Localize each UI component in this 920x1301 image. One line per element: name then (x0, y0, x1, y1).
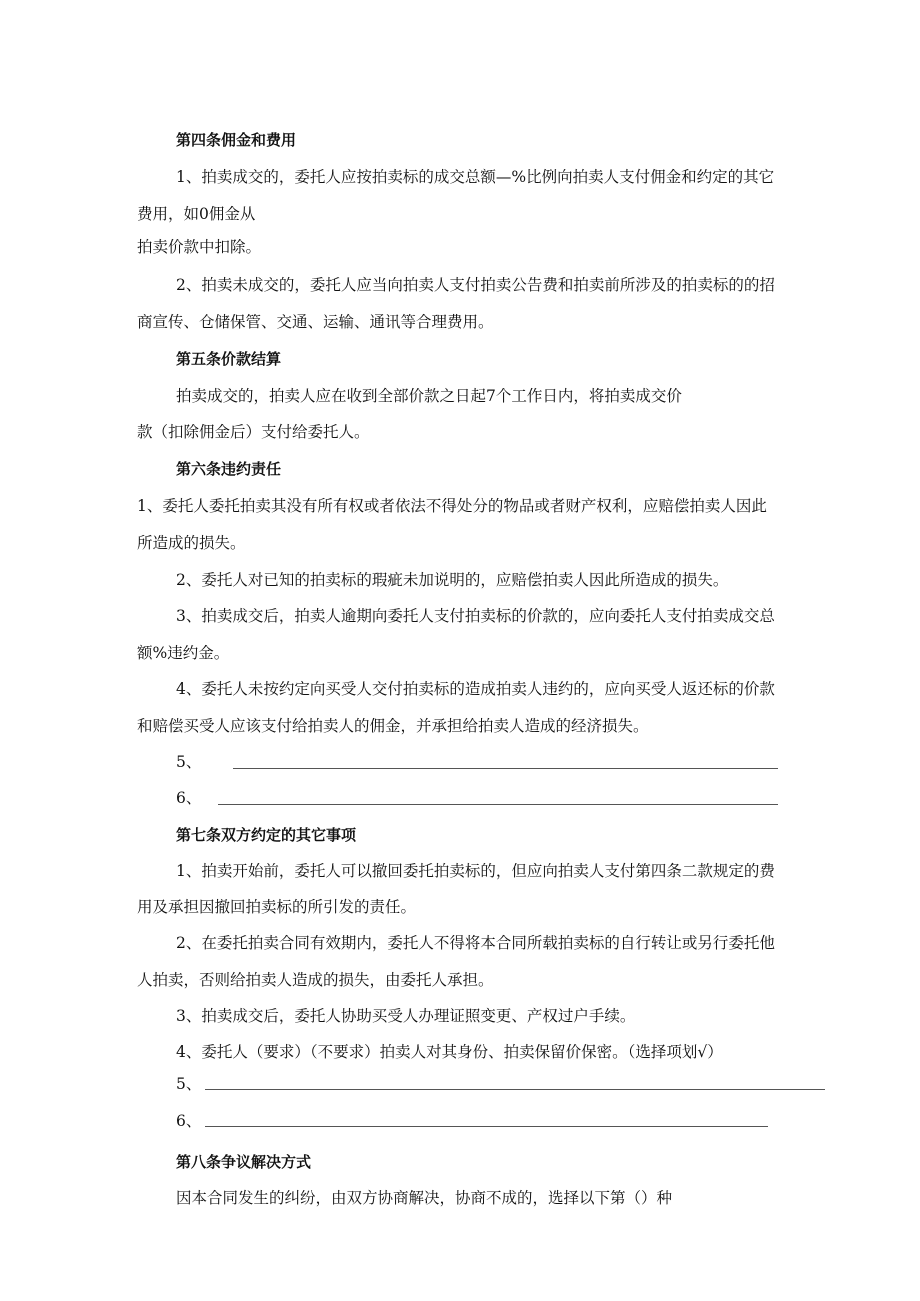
article-6-para-2: 2、委托人对已知的拍卖标的瑕疵未加说明的，应赔偿拍卖人因此所造成的损失。 (176, 571, 729, 589)
article-6-item-6 (176, 788, 201, 808)
article-5-para-1-line-2: 款（扣除佣金后）支付给委托人。 (137, 423, 370, 441)
article-7-item-6 (176, 1111, 201, 1131)
article-7-para-2-line-2: 人拍卖，否则给拍卖人造成的损失，由委托人承担。 (137, 971, 494, 989)
article-6-para-3-line-1: 3、拍卖成交后，拍卖人逾期向委托人支付拍卖标的价款的，应向委托人支付拍卖成交总 (176, 607, 775, 625)
article-5-para-1-line-1: 拍卖成交的，拍卖人应在收到全部价款之日起7个工作日内，将拍卖成交价 (176, 387, 682, 405)
article-7-para-1-line-2: 用及承担因撤回拍卖标的所引发的责任。 (137, 898, 417, 916)
article-7-item-6-blank-line (205, 1125, 768, 1127)
article-6-para-4-line-1: 4、委托人未按约定向买受人交付拍卖标的造成拍卖人违约的，应向买受人返还标的价款 (176, 680, 775, 698)
article-6-para-4-line-2: 和赔偿买受人应该支付给拍卖人的佣金，并承担给拍卖人造成的经济损失。 (137, 717, 649, 735)
article-4-para-2-line-1: 2、拍卖未成交的，委托人应当向拍卖人支付拍卖公告费和拍卖前所涉及的拍卖标的的招 (176, 276, 775, 294)
article-7-para-4: 4、委托人（要求）（不要求）拍卖人对其身份、拍卖保留价保密。（选择项划√） (176, 1043, 723, 1061)
article-5-heading: 第五条价款结算 (176, 350, 282, 368)
article-4-para-2-line-2: 商宣传、仓储保管、交通、运输、通讯等合理费用。 (137, 313, 494, 331)
article-4-para-1-line-1: 1、拍卖成交的，委托人应按拍卖标的成交总额—%比例向拍卖人支付佣金和约定的其它 (176, 168, 775, 186)
article-7-item-5-blank-line (205, 1088, 825, 1090)
article-4-para-1-line-3: 拍卖价款中扣除。 (137, 238, 262, 256)
article-6-para-3-line-2: 额%违约金。 (137, 644, 230, 662)
article-7-para-1-line-1: 1、拍卖开始前，委托人可以撤回委托拍卖标的，但应向拍卖人支付第四条二款规定的费 (176, 862, 775, 880)
article-4-para-1-line-2: 费用，如0佣金从 (137, 205, 256, 223)
article-6-heading: 第六条违约责任 (176, 460, 282, 478)
article-4-heading: 第四条佣金和费用 (176, 131, 297, 149)
article-6-para-1-line-1: 1、委托人委托拍卖其没有所有权或者依法不得处分的物品或者财产权利，应赔偿拍卖人因此 (137, 497, 767, 515)
article-6-item-6-blank-line (218, 803, 778, 805)
article-7-heading: 第七条双方约定的其它事项 (176, 826, 357, 844)
article-8-heading: 第八条争议解决方式 (176, 1153, 312, 1171)
article-6-item-5-number: 5、 (176, 753, 202, 771)
article-7-item-6-number: 6、 (176, 1112, 202, 1130)
article-6-item-5 (176, 752, 201, 772)
article-7-item-5 (176, 1074, 201, 1094)
article-6-para-1-line-2: 所造成的损失。 (137, 534, 246, 552)
article-7-item-5-number: 5、 (176, 1075, 202, 1093)
article-7-para-3: 3、拍卖成交后，委托人协助买受人办理证照变更、产权过户手续。 (176, 1007, 636, 1025)
article-6-item-5-blank-line (233, 767, 778, 769)
article-7-para-2-line-1: 2、在委托拍卖合同有效期内，委托人不得将本合同所载拍卖标的自行转让或另行委托他 (176, 934, 775, 952)
article-6-item-6-number: 6、 (176, 789, 202, 807)
article-8-para-1: 因本合同发生的纠纷，由双方协商解决，协商不成的，选择以下第（）种 (176, 1189, 673, 1207)
